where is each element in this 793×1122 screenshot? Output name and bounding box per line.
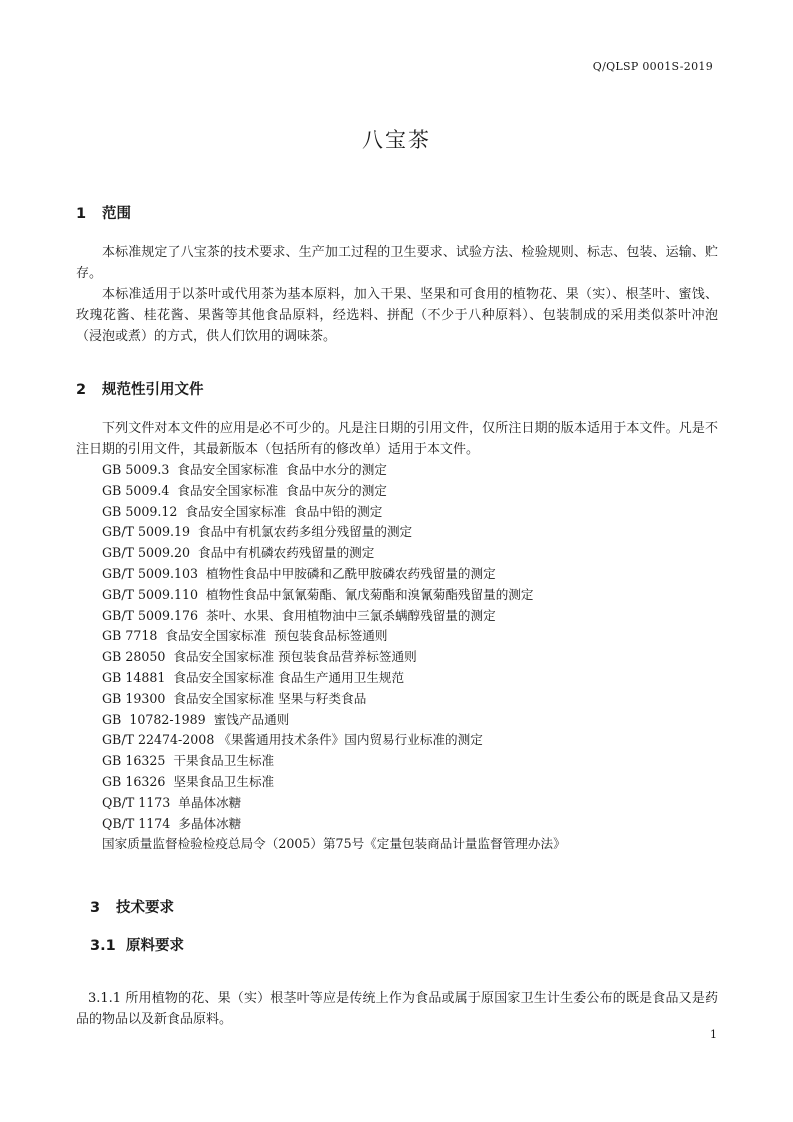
section-2-intro: 下列文件对本文件的应用是必不可少的。凡是注日期的引用文件，仅所注日期的版本适用于本文件。凡是不注日期的引用文件，其最新版本（包括所有的修改单）适用于本文件。: [76, 421, 718, 457]
reference-item: GB 19300 食品安全国家标准 坚果与籽类食品: [102, 690, 367, 706]
reference-item: GB/T 22474-2008 《果酱通用技术条件》国内贸易行业标准的测定: [102, 732, 483, 748]
section-1-title: 范围: [102, 206, 131, 222]
section-1-paragraph-2: 本标准适用于以茶叶或代用茶为基本原料，加入干果、坚果和可食用的植物花、果（实）、根茎叶、蜜饯、玫瑰花酱、桂花酱、果酱等其他食品原料，经选料、拼配（不少于八种原料）、包装制成的采用类似茶叶冲泡（浸泡或煮）的方式，供人们饮用的调味茶。: [76, 287, 718, 344]
reference-item: QB/T 1173 单晶体冰糖: [102, 794, 242, 810]
section-3-heading: [90, 896, 174, 917]
reference-item: GB/T 5009.103 植物性食品中甲胺磷和乙酰甲胺磷农药残留量的测定: [102, 565, 496, 581]
reference-item: GB 16325 干果食品卫生标准: [102, 753, 275, 769]
reference-item: GB 5009.12 食品安全国家标准 食品中铅的测定: [102, 503, 383, 519]
section-3-title: 技术要求: [116, 900, 174, 916]
page-number: 1: [710, 1028, 717, 1041]
reference-item: GB/T 5009.110 植物性食品中氯氰菊酯、氰戊菊酯和溴氰菊酯残留量的测定: [102, 586, 534, 602]
section-2-heading: [76, 378, 204, 399]
standard-code: Q/QLSP 0001S-2019: [592, 60, 713, 73]
reference-item: GB 5009.4 食品安全国家标准 食品中灰分的测定: [102, 482, 387, 498]
section-2-title: 规范性引用文件: [102, 382, 204, 398]
regulation-reference: 国家质量监督检验检疫总局令（2005）第75号《定量包装商品计量监督管理办法》: [102, 836, 566, 851]
clause-3-1-1: 3.1.1 所用植物的花、果（实）根茎叶等应是传统上作为食品或属于原国家卫生计生委公布的既是食品又是药品的物品以及新食品原料。: [76, 991, 718, 1027]
section-1-paragraph-1: 本标准规定了八宝茶的技术要求、生产加工过程的卫生要求、试验方法、检验规则、标志、包装、运输、贮存。: [76, 245, 718, 281]
section-3-1-title: 原料要求: [126, 938, 184, 954]
section-3-number: 3: [90, 900, 101, 916]
page-title: 八宝茶: [362, 128, 431, 152]
section-2-number: 2: [76, 382, 87, 398]
reference-item: GB 5009.3 食品安全国家标准 食品中水分的测定: [102, 462, 387, 477]
section-3-1-heading: [90, 934, 184, 955]
reference-list: [102, 460, 534, 834]
reference-item: GB 10782-1989 蜜饯产品通则: [102, 711, 290, 727]
reference-item: GB/T 5009.19 食品中有机氯农药多组分残留量的测定: [102, 524, 413, 540]
reference-item: GB 14881 食品安全国家标准 食品生产通用卫生规范: [102, 669, 405, 685]
reference-item: QB/T 1174 多晶体冰糖: [102, 815, 242, 831]
reference-item: GB/T 5009.176 茶叶、水果、食用植物油中三氯杀螨醇残留量的测定: [102, 607, 496, 623]
reference-item: GB/T 5009.20 食品中有机磷农药残留量的测定: [102, 545, 375, 561]
section-3-1-number: 3.1: [90, 938, 116, 954]
reference-item: GB 16326 坚果食品卫生标准: [102, 773, 275, 789]
section-1-number: 1: [76, 206, 87, 222]
section-1-heading: [76, 202, 131, 223]
reference-item: GB 7718 食品安全国家标准 预包装食品标签通则: [102, 628, 388, 644]
reference-item: GB 28050 食品安全国家标准 预包装食品营养标签通则: [102, 649, 417, 665]
